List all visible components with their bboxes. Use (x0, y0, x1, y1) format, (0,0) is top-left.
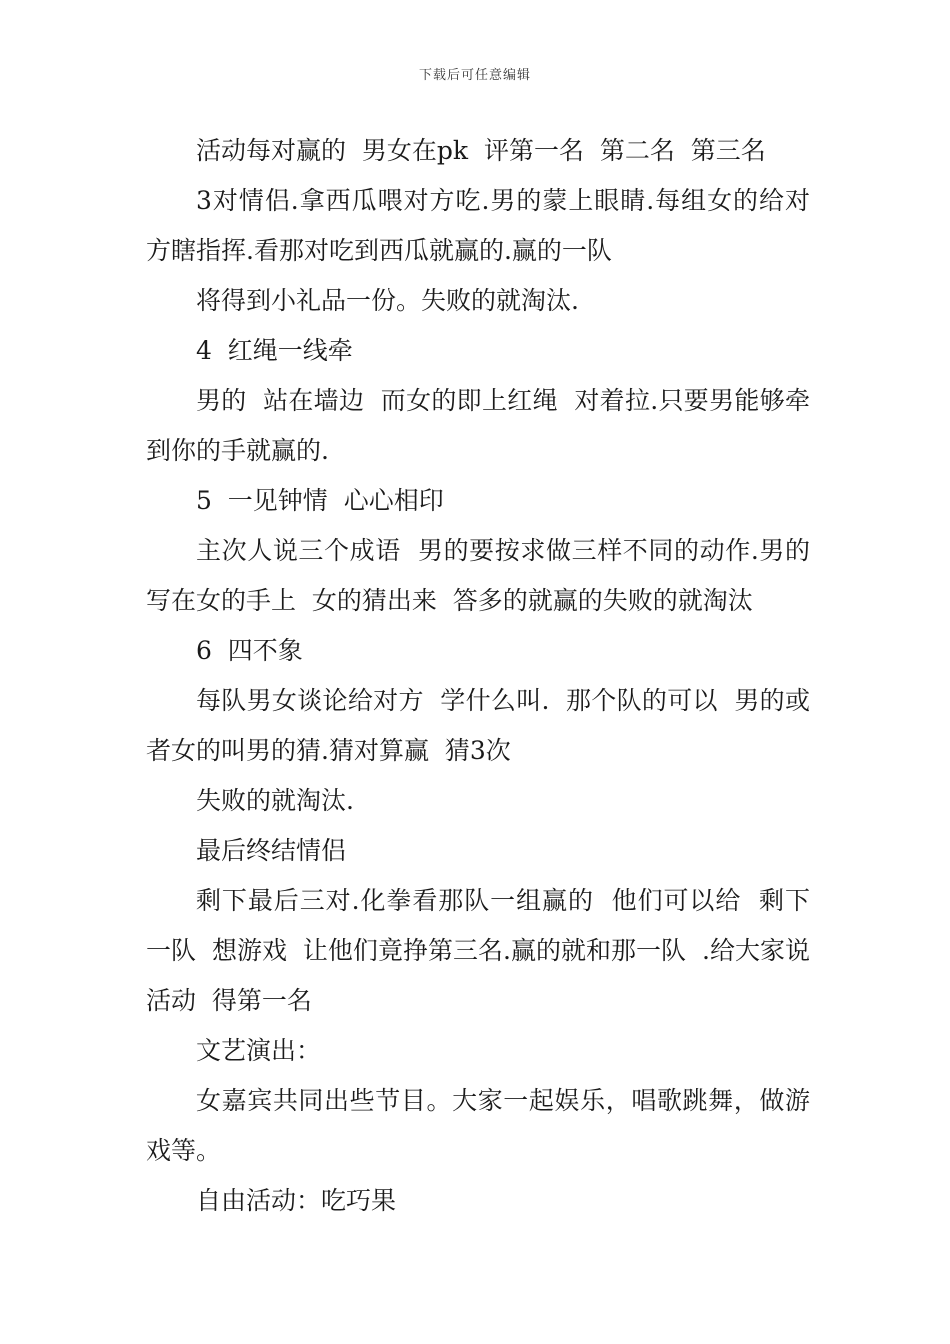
paragraph-elimination-note: 失败的就淘汰. (196, 786, 354, 815)
paragraph-activity-ranking: 活动每对赢的 男女在pk 评第一名 第二名 第三名 (196, 136, 766, 165)
paragraph-heading-performance: 文艺演出： (196, 1036, 322, 1065)
paragraph-heading-red-rope: 4 红绳一线牵 (196, 336, 353, 365)
paragraph-final-round-rules: 剩下最后三对.化拳看那队一组赢的 他们可以给 剩下一队 想游戏 让他们竟挣第三名.赢的就和那一队 .给大家说活动 得第一名 (146, 886, 810, 1015)
paragraph-heading-love-at-first-sight: 5 一见钟情 心心相印 (196, 486, 444, 515)
paragraph-heading-four-unlike: 6 四不象 (196, 636, 303, 665)
paragraph-animal-sound-rules: 每队男女谈论给对方 学什么叫. 那个队的可以 男的或者女的叫男的猜.猜对算赢 猜3次 (146, 686, 810, 765)
paragraph-idiom-game-rules: 主次人说三个成语 男的要按求做三样不同的动作.男的写在女的手上 女的猜出来 答多的就赢的失败的就淘汰 (146, 536, 810, 615)
page-header: 下载后可任意编辑 (418, 68, 531, 83)
paragraph-watermelon-prize: 将得到小礼品一份。失败的就淘汰. (196, 286, 579, 315)
paragraph-watermelon-game: 3对情侣.拿西瓜喂对方吃.男的蒙上眼睛.每组女的给对方瞎指挥.看那对吃到西瓜就赢的.赢的一队 (146, 186, 810, 265)
document-body (146, 126, 810, 1226)
paragraph-heading-final-couple: 最后终结情侣 (196, 836, 347, 865)
paragraph-free-activity: 自由活动：吃巧果 (196, 1186, 397, 1215)
paragraph-performance-details: 女嘉宾共同出些节目。大家一起娱乐，唱歌跳舞，做游戏等。 (146, 1086, 810, 1165)
paragraph-red-rope-rules: 男的 站在墙边 而女的即上红绳 对着拉.只要男能够牵到你的手就赢的. (146, 386, 810, 465)
